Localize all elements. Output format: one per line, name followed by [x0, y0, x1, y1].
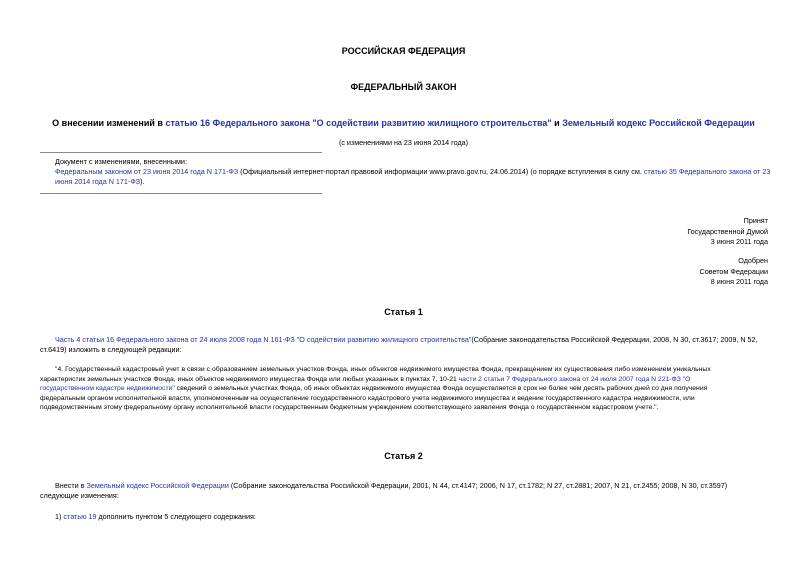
quote-line-4: федеральным органом исполнительной власти, уполномоченным на осуществление государственного кадастрового учета недвижимого имущества и ведение государственного кадастра недвижимости, или [40, 394, 695, 402]
article-1-para-line-1 [55, 335, 770, 346]
article-1-para-text-1: (Собрание законодательства Российской Федерации, 2008, N 30, ст.3617; 2009, N 52, [471, 335, 758, 344]
changes-link-law-171[interactable]: Федеральным законом от 23 июня 2014 года N 171-ФЗ [55, 167, 239, 176]
article-2-para-pre: Внести в [55, 481, 87, 490]
approved-block [560, 256, 768, 288]
adopted-block [560, 216, 768, 248]
article-2-para-text: (Собрание законодательства Российской Федерации, 2001, N 44, ст.4147; 2006, N 17, ст.1782; N 27, ст.2881; 2007, N 21, ст.2455; 2008, N 30, ст.3597) [228, 481, 728, 490]
quote-line-5: подведомственным этому федеральному органу исполнительной власти государственным бюджетным учреждением соответствующего заявления Фонда о государственном кадастровом учете.". [40, 404, 659, 411]
item-1-text: дополнить пунктом 5 следующего содержания: [96, 512, 256, 521]
changes-text-2: ). [140, 177, 145, 186]
changes-line-2 [55, 177, 145, 188]
quote-link-221fz-a[interactable]: части 2 статьи 7 Федерального закона от 24 июля 2007 года N 221-ФЗ "О [458, 375, 691, 383]
article-2-item-1 [55, 512, 256, 523]
changes-text-1: (Официальный интернет-портал правовой информации www.pravo.gov.ru, 24.06.2014) (о порядке вступления в силу см. [238, 167, 644, 176]
approved-line-3: 8 июня 2011 года [710, 277, 768, 286]
article-2-link-land-code[interactable]: Земельный кодекс Российской Федерации [86, 481, 229, 490]
article-2-para-line-1 [55, 481, 770, 492]
changes-intro: Документ с изменениями, внесенными: [55, 157, 187, 166]
title-prefix: О внесении изменений в [52, 118, 166, 128]
title-mid: и [551, 118, 563, 128]
adopted-line-1: Принят [743, 216, 768, 225]
article-1-link-part4[interactable]: Часть 4 статьи 16 Федерального закона от 24 июля 2008 года N 161-ФЗ "О содействии развитию жилищного строительства" [55, 335, 472, 344]
document-title [0, 118, 807, 129]
quote-line-2 [40, 375, 770, 385]
title-link-article16[interactable]: статью 16 Федерального закона "О содействии развитию жилищного строительства" [165, 118, 552, 128]
quote-link-221fz-b[interactable]: государственном кадастре недвижимости" [40, 385, 175, 392]
quote-text-2: характеристик земельных участков Фонда, иных объектов недвижимого имущества Фонда или любых указанных в пунктах 7, 10-21 [40, 375, 459, 383]
approved-line-2: Советом Федерации [699, 266, 768, 276]
doc-type-heading: ФЕДЕРАЛЬНЫЙ ЗАКОН [350, 82, 457, 92]
adopted-line-3: 3 июня 2011 года [710, 237, 768, 246]
country-heading: РОССИЙСКАЯ ФЕДЕРАЦИЯ [341, 46, 466, 56]
changes-link-article35-a[interactable]: статью 35 Федерального закона от 23 [643, 167, 771, 176]
divider-top [40, 152, 322, 153]
article-1-heading: Статья 1 [384, 307, 423, 317]
approved-line-1: Одобрен [738, 256, 768, 265]
quote-line-3 [40, 384, 770, 394]
item-1-link-article19[interactable]: статью 19 [63, 512, 97, 521]
quote-text-3: сведений о земельных участках Фонда, об иных объектах недвижимого имущества Фонда осуществляется в срок не более чем десять рабочих дней со дня получения [174, 385, 708, 392]
item-1-number: 1) [55, 512, 64, 521]
article-2-heading: Статья 2 [384, 451, 423, 461]
article-2-para-line-2: следующие изменения: [40, 491, 119, 500]
article-1-para-line-2: ст.6419) изложить в следующей редакции: [40, 345, 182, 354]
changes-link-article35-b[interactable]: июня 2014 года N 171-ФЗ [55, 177, 141, 186]
changes-line-1 [55, 167, 770, 178]
title-link-land-code[interactable]: Земельный кодекс Российской Федерации [562, 118, 755, 128]
document-subtitle: (с изменениями на 23 июня 2014 года) [338, 138, 469, 147]
quote-line-1: "4. Государственный кадастровый учет в связи с образованием земельных участков Фонда, иных объектов недвижимого имущества Фонда, прекращением их существования либо изменением уникальных [55, 366, 711, 373]
divider-bottom [40, 193, 322, 194]
adopted-line-2: Государственной Думой [687, 226, 768, 236]
article-1-quote [40, 365, 770, 413]
